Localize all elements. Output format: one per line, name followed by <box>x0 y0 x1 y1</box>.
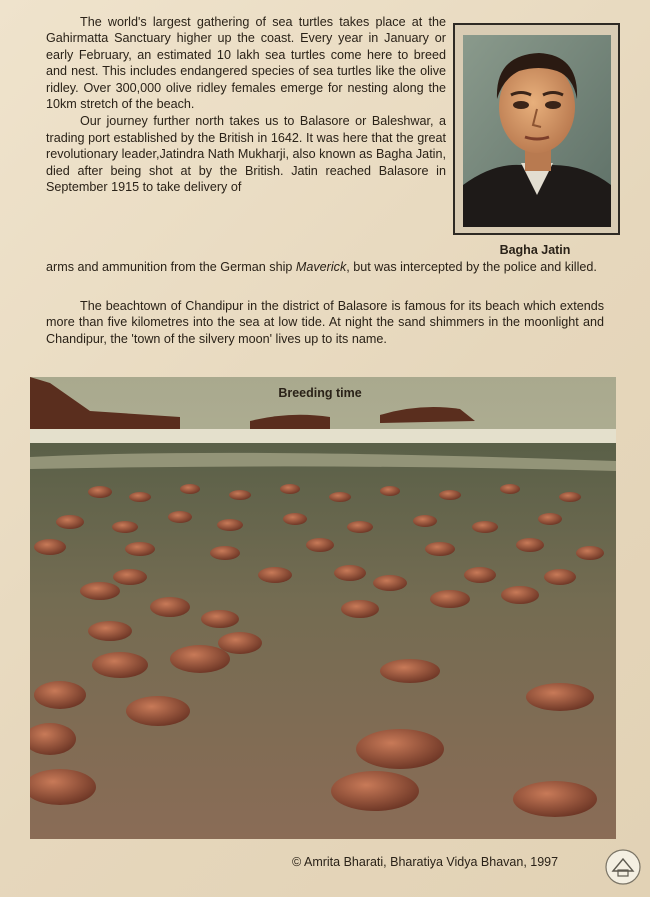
copyright-credit: © Amrita Bharati, Bharatiya Vidya Bhavan, 1997 <box>292 855 559 869</box>
portrait-caption: Bagha Jatin <box>499 243 571 257</box>
paragraph-balasore: Our journey further north takes us to Balasore or Baleshwar, a trading port established by the British in 1642. It was here that the great revolutionary leader,Jatindra Nath Mukharji, also known as Bagha Jatin, died after being shot at by the British. Jatin reached Balasore in September 1915 to take delivery of <box>46 114 446 195</box>
paragraph-balasore-continued <box>46 259 604 275</box>
photo-caption: Breeding time <box>278 386 362 400</box>
bagha-jatin-portrait <box>463 35 611 227</box>
paragraph-chandipur: The beachtown of Chandipur in the district of Balasore is famous for its beach which extends more than five kilometres into the sea at low tide. At night the sand shimmers in the moonlight and Chandipur, the 'town of the silvery moon' lives up to its name. <box>46 299 604 346</box>
paragraph-balasore-text-b: , but was intercepted by the police and killed. <box>346 260 597 274</box>
paragraph-gahirmatta: The world's largest gathering of sea turtles takes place at the Gahirmatta Sanctuary higher up the coast. Every year in January or early February, an estimated 10 lakh sea turtles come here to breed and nest. This includes endangered species of sea turtles like the olive ridley. Over 300,000 olive ridley females emerge for nesting along the 10km stretch of the beach. <box>46 15 446 112</box>
portrait-frame <box>453 23 620 235</box>
publisher-logo-icon <box>604 848 642 886</box>
ship-name: Maverick <box>295 260 347 274</box>
text-column <box>46 14 446 195</box>
paragraph-balasore-text-a: arms and ammunition from the German ship <box>46 260 296 274</box>
breeding-turtles-photo <box>30 377 616 839</box>
